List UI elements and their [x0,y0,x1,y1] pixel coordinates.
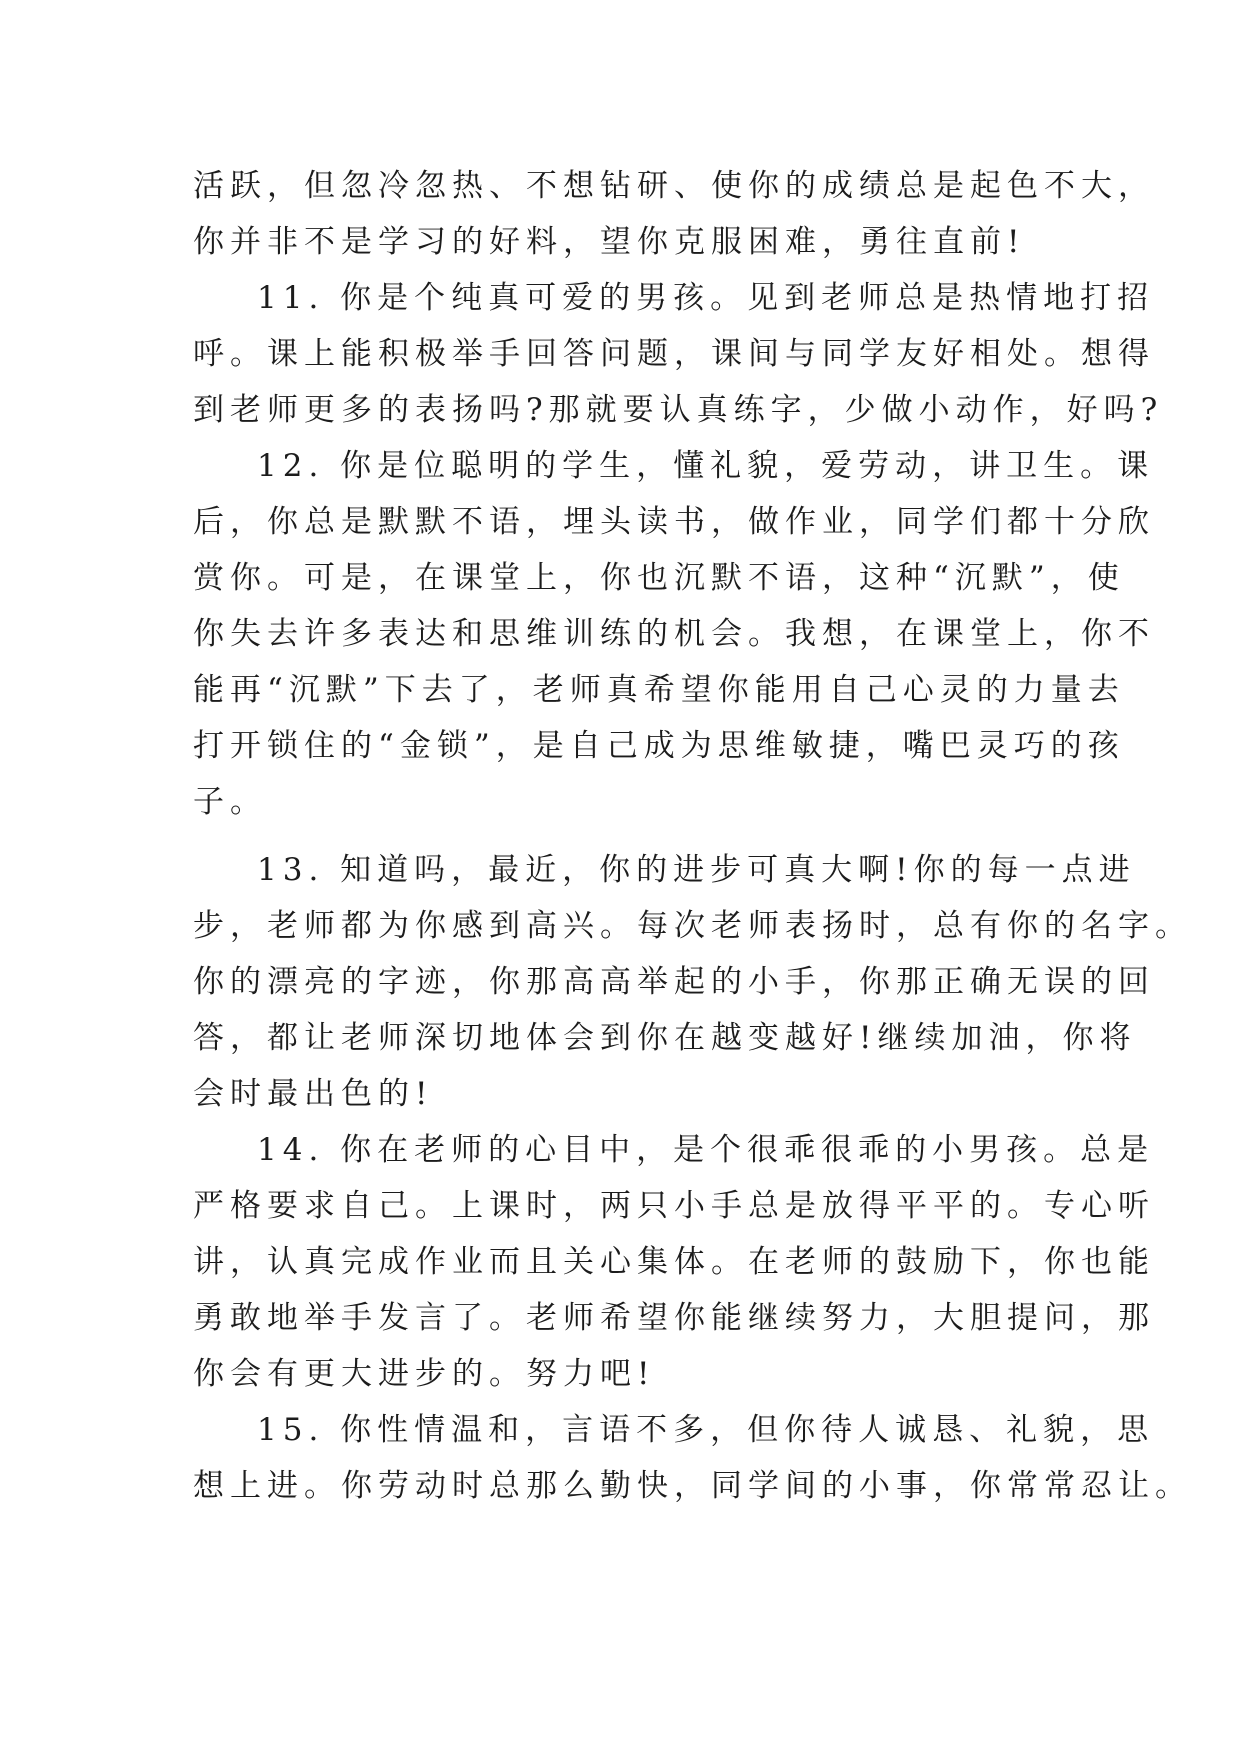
text-line: 你的漂亮的字迹，你那高高举起的小手，你那正确无误的回 [193,964,1155,1000]
text-line: 赏你。可是，在课堂上，你也沉默不语，这种“沉默”，使 [193,560,1125,596]
paragraph-15-start: 15. 你性情温和，言语不多，但你待人诚恳、礼貌，思 [257,1412,1155,1448]
text-line: 子。 [193,784,267,820]
text-line: 想上进。你劳动时总那么勤快，同学间的小事，你常常忍让。 [193,1468,1192,1504]
paragraph-11-start: 11. 你是个纯真可爱的男孩。见到老师总是热情地打招 [257,280,1155,316]
paragraph-spacer [193,830,1053,842]
text-line: 活跃，但忽冷忽热、不想钻研、使你的成绩总是起色不大， [193,168,1155,204]
text-line: 勇敢地举手发言了。老师希望你能继续努力，大胆提问，那 [193,1300,1155,1336]
paragraph-14-start: 14. 你在老师的心目中，是个很乖很乖的小男孩。总是 [257,1132,1155,1168]
paragraph-12-start: 12. 你是位聪明的学生，懂礼貌，爱劳动，讲卫生。课 [257,448,1155,484]
text-line: 你并非不是学习的好料，望你克服困难，勇往直前! [193,224,1026,260]
text-line: 到老师更多的表扬吗?那就要认真练字，少做小动作，好吗? [193,392,1164,428]
text-line: 你失去许多表达和思维训练的机会。我想，在课堂上，你不 [193,616,1155,652]
text-line: 后，你总是默默不语，埋头读书，做作业，同学们都十分欣 [193,504,1155,540]
text-line: 讲，认真完成作业而且关心集体。在老师的鼓励下，你也能 [193,1244,1155,1280]
paragraph-13-start: 13. 知道吗，最近，你的进步可真大啊!你的每一点进 [257,852,1136,888]
text-line: 呼。课上能积极举手回答问题，课间与同学友好相处。想得 [193,336,1155,372]
text-line: 能再“沉默”下去了，老师真希望你能用自己心灵的力量去 [193,672,1125,708]
text-line: 步，老师都为你感到高兴。每次老师表扬时，总有你的名字。 [193,908,1192,944]
text-line: 你会有更大进步的。努力吧! [193,1356,656,1392]
text-line: 严格要求自己。上课时，两只小手总是放得平平的。专心听 [193,1188,1155,1224]
text-line: 打开锁住的“金锁”，是自己成为思维敏捷，嘴巴灵巧的孩 [193,728,1125,764]
text-line: 会时最出色的! [193,1076,434,1112]
text-line: 答，都让老师深切地体会到你在越变越好!继续加油，你将 [193,1020,1137,1056]
document-body [193,158,1192,1514]
